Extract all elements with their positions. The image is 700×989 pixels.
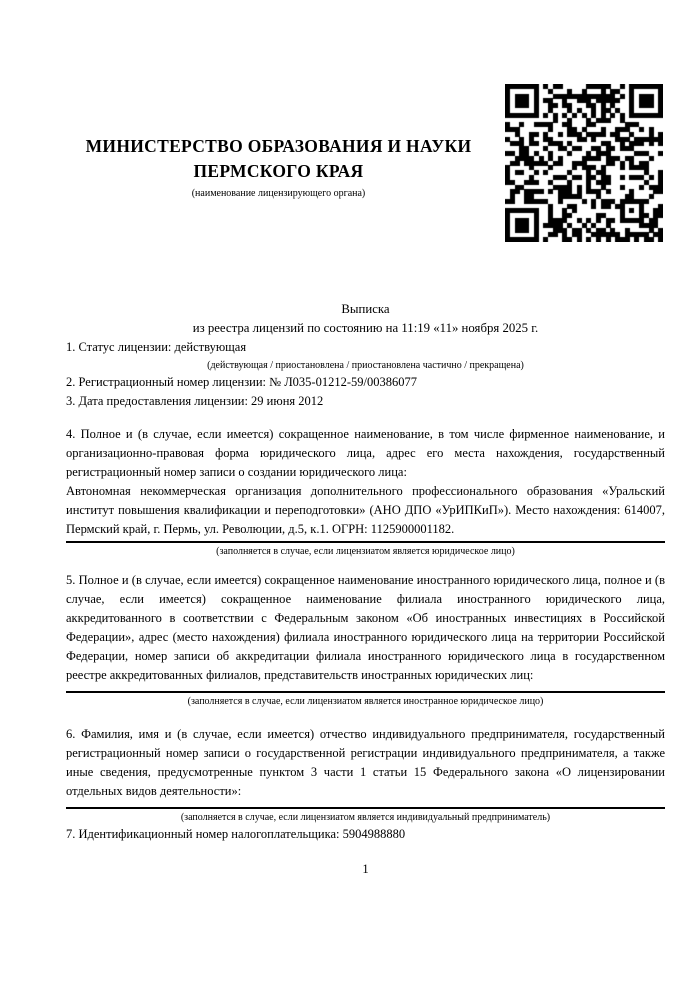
document-title-block — [66, 300, 665, 338]
item-license-status: 1. Статус лицензии: действующая — [66, 340, 247, 354]
section-legal-entity — [66, 425, 665, 559]
individual-entrepreneur-hint: (заполняется в случае, если лицензиатом является индивидуальный предприниматель) — [180, 812, 551, 823]
legal-entity-value: Автономная некоммерческая организация дополнительного профессионального образования «Уральский институт повышения квалификации и переподготовки» (АНО ДПО «УрИПКиП»). Место нахождения: 614007, Пермский край, г. Пермь, ул. Революции, д.5, к.1. ОГРН: 1125900001182. — [66, 484, 665, 536]
qr-code-canvas — [505, 84, 663, 242]
ministry-name-line2: ПЕРМСКОГО КРАЯ — [193, 161, 364, 181]
individual-entrepreneur-label: 6. Фамилия, имя и (в случае, если имеется) отчество индивидуального предпринимателя, государственный регистрационный номер записи о государственной регистрации индивидуального предпринимателя, а также иные сведения, предусмотренные пунктом 3 части 1 статьи 15 Федерального закона «О лицензировании отдельных видов деятельности»: — [66, 727, 665, 798]
qr-code-icon — [505, 84, 663, 242]
section-foreign-entity — [66, 571, 665, 709]
item-grant-date: 3. Дата предоставления лицензии: 29 июня 2012 — [66, 394, 324, 408]
legal-entity-label: 4. Полное и (в случае, если имеется) сокращенное наименование, в том числе фирменное наименование, и организационно-правовая форма юридического лица, адрес его места нахождения, государственный регистрационный номер записи о создании юридического лица: — [66, 427, 665, 479]
document-title-date: из реестра лицензий по состоянию на 11:19 «11» ноября 2025 г. — [192, 321, 539, 335]
item-taxpayer-number: 7. Идентификационный номер налогоплательщика: 5904988880 — [66, 827, 406, 841]
legal-entity-rule-line — [66, 541, 665, 543]
document-title: Выписка — [341, 302, 390, 316]
foreign-entity-label: 5. Полное и (в случае, если имеется) сокращенное наименование иностранного юридического лица, полное и (в случае, если имеется) сокращенное наименование филиала иностранного юридического лица, аккредитованного в соответствии с Федеральным законом «Об иностранных инвестициях в Российской Федерации», адрес (место нахождения) филиала иностранного юридического лица на территории Российской Федерации, номер записи об аккредитации филиала иностранного юридического лица в государственном реестре аккредитованных филиалов, представительств иностранных юридических лиц: — [66, 573, 665, 682]
item-registration-number: 2. Регистрационный номер лицензии: № Л035-01212-59/00386077 — [66, 375, 417, 389]
ministry-name-line1: МИНИСТЕРСТВО ОБРАЗОВАНИЯ И НАУКИ — [85, 136, 472, 156]
individual-entrepreneur-rule-line — [66, 807, 665, 809]
ministry-name — [66, 134, 491, 184]
foreign-entity-rule-line — [66, 691, 665, 693]
legal-entity-hint: (заполняется в случае, если лицензиатом является юридическое лицо) — [216, 546, 515, 557]
license-status-options-hint: (действующая / приостановлена / приостановлена частично / прекращена) — [207, 360, 524, 371]
authority-caption: (наименование лицензирующего органа) — [191, 188, 366, 199]
page-number: 1 — [362, 862, 369, 876]
foreign-entity-hint: (заполняется в случае, если лицензиатом является иностранное юридическое лицо) — [187, 696, 544, 707]
licensing-authority-header — [66, 134, 491, 201]
section-individual-entrepreneur — [66, 725, 665, 825]
